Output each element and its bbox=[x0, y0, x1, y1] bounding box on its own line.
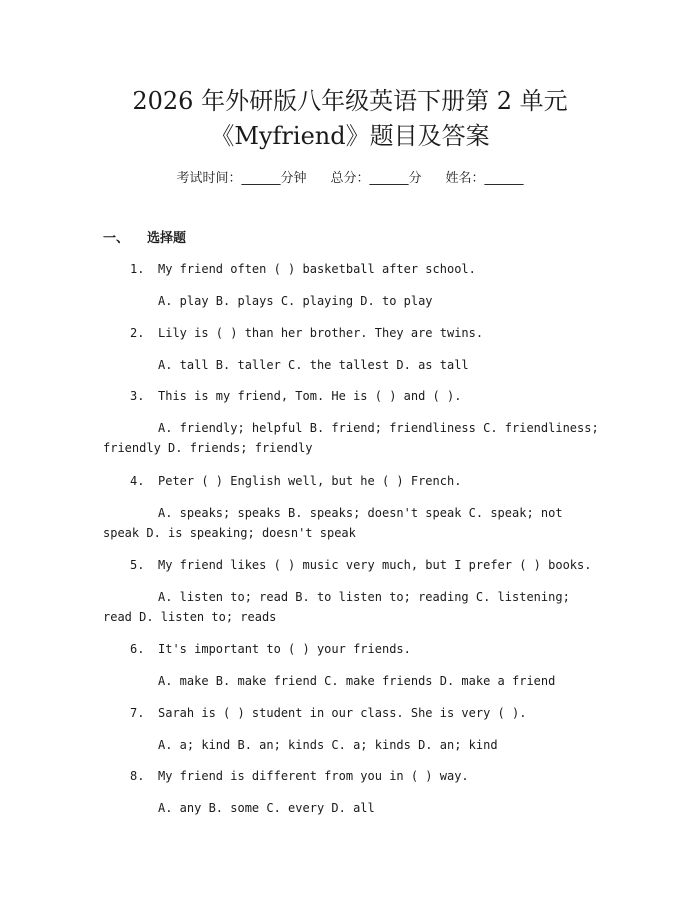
question-number: 2. bbox=[130, 326, 145, 340]
question-text: My friend often ( ) basketball after school. bbox=[158, 262, 476, 276]
question-4-options: A. speaks; speaks B. speaks; doesn't speak C. speak; not speak D. is speaking; doesn't speak bbox=[103, 506, 563, 540]
question-text: Lily is ( ) than her brother. They are twins. bbox=[158, 326, 484, 340]
question-text: Peter ( ) English well, but he ( ) French. bbox=[158, 474, 462, 488]
question-number: 1. bbox=[130, 262, 145, 276]
exam-score: 总分：______分 bbox=[330, 171, 422, 186]
question-8-options: A. any B. some C. every D. all bbox=[158, 801, 375, 815]
section-heading bbox=[103, 230, 186, 248]
question-number: 3. bbox=[130, 389, 145, 403]
question-6-options: A. make B. make friend C. make friends D. make a friend bbox=[158, 674, 556, 688]
document-title-line2: 《Myfriend》题目及答案 bbox=[210, 122, 490, 150]
section-number: 一、 bbox=[103, 231, 130, 246]
exam-name: 姓名：______ bbox=[445, 171, 524, 186]
exam-time: 考试时间：______分钟 bbox=[176, 171, 307, 186]
document-title-line1: 2026 年外研版八年级英语下册第 2 单元 bbox=[132, 87, 568, 115]
question-text: My friend likes ( ) music very much, but I prefer ( ) books. bbox=[158, 558, 592, 572]
section-title: 选择题 bbox=[147, 231, 187, 246]
question-number: 5. bbox=[130, 558, 145, 572]
question-7-options: A. a; kind B. an; kinds C. a; kinds D. an; kind bbox=[158, 738, 498, 752]
question-text: Sarah is ( ) student in our class. She is very ( ). bbox=[158, 706, 527, 720]
question-1-options: A. play B. plays C. playing D. to play bbox=[158, 294, 433, 308]
question-number: 6. bbox=[130, 642, 145, 656]
question-number: 8. bbox=[130, 769, 145, 783]
question-5-options: A. listen to; read B. to listen to; reading C. listening; read D. listen to; reads bbox=[103, 590, 570, 624]
question-text: It's important to ( ) your friends. bbox=[158, 642, 411, 656]
question-3-options: A. friendly; helpful B. friend; friendliness C. friendliness; friendly D. friends; friendly bbox=[103, 421, 599, 455]
question-number: 7. bbox=[130, 706, 145, 720]
exam-meta bbox=[0, 170, 700, 188]
question-2-options: A. tall B. taller C. the tallest D. as tall bbox=[158, 358, 469, 372]
question-number: 4. bbox=[130, 474, 145, 488]
question-text: My friend is different from you in ( ) way. bbox=[158, 769, 469, 783]
question-text: This is my friend, Tom. He is ( ) and ( ). bbox=[158, 389, 462, 403]
